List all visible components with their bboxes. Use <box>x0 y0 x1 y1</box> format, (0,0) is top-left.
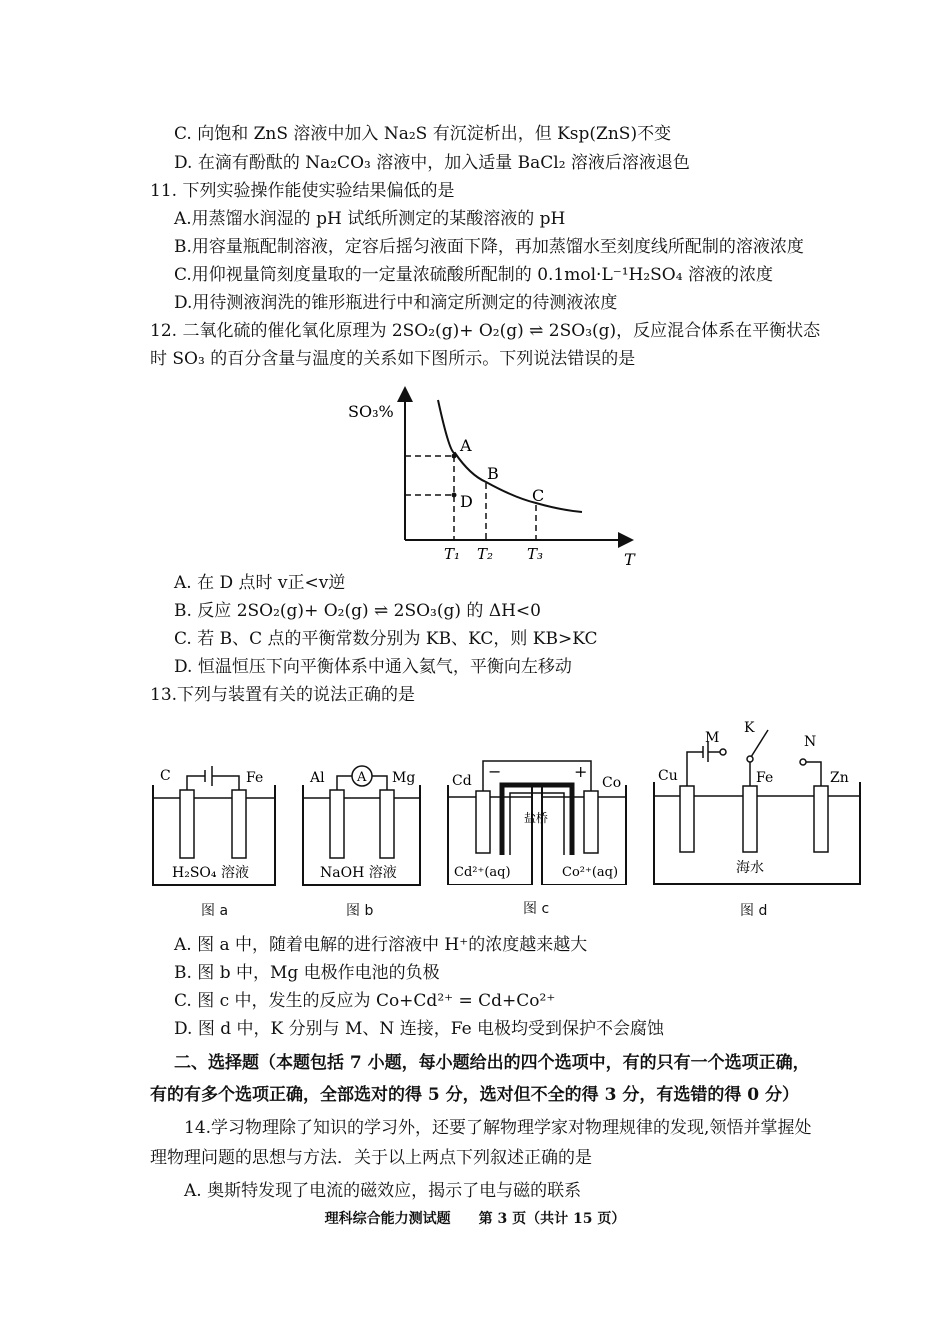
fig-c-caption: 图 c <box>523 901 550 917</box>
x-axis-label: T <box>624 550 635 569</box>
figure-a-electrolysis <box>150 760 280 890</box>
fig-a-solution: H₂SO₄ 溶液 <box>172 865 249 881</box>
fig-d-k-switch: K <box>744 720 755 736</box>
q11-option-c: C.用仰视量筒刻度量取的一定量浓硫酸所配制的 0.1mol·L⁻¹H₂SO₄ 溶液的浓度 <box>174 265 773 285</box>
point-a <box>452 454 457 459</box>
tick-t3: T₃ <box>527 545 544 563</box>
figure-b-galvanic-cell <box>300 760 430 890</box>
tick-t1: T₁ <box>444 545 461 563</box>
fig-d-zn-electrode: Zn <box>830 770 849 786</box>
point-d <box>452 493 457 498</box>
so3-temperature-graph <box>340 385 640 575</box>
figure-c-salt-bridge-cell <box>440 755 630 885</box>
fig-d-m-terminal: M <box>705 730 720 746</box>
fig-d-n-terminal: N <box>804 734 817 750</box>
fig-c-right-electrode: Co <box>602 775 622 791</box>
q13-option-a: A. 图 a 中，随着电解的进行溶液中 H⁺的浓度越来越大 <box>174 935 588 955</box>
q12-option-d: D. 恒温恒压下向平衡体系中通入氦气，平衡向左移动 <box>174 657 572 677</box>
fig-b-meter: A <box>357 770 367 785</box>
fig-b-solution: NaOH 溶液 <box>320 865 397 881</box>
fig-c-plus: + <box>574 762 588 781</box>
fig-c-right-solution: Co²⁺(aq) <box>562 865 619 880</box>
section-two-heading-line1: 二、选择题（本题包括 7 小题，每小题给出的四个选项中，有的只有一个选项正确， <box>174 1053 810 1073</box>
label-d: D <box>460 492 473 511</box>
section-two-heading-line2: 有的有多个选项正确，全部选对的得 5 分，选对但不全的得 3 分，有选错的得 0 分） <box>150 1085 799 1105</box>
y-axis-label: SO₃% <box>348 402 394 421</box>
fig-a-caption: 图 a <box>201 903 229 919</box>
fig-d-fe-electrode: Fe <box>756 770 774 786</box>
tick-t2: T₂ <box>477 545 494 563</box>
fig-b-left-electrode: Al <box>310 770 325 786</box>
q10-option-c: C. 向饱和 ZnS 溶液中加入 Na₂S 有沉淀析出，但 Ksp(ZnS)不变 <box>174 124 672 144</box>
fig-d-cu-electrode: Cu <box>658 768 678 784</box>
fig-a-right-electrode: Fe <box>246 770 264 786</box>
fig-d-caption: 图 d <box>740 903 768 919</box>
fig-c-left-solution: Cd²⁺(aq) <box>454 865 511 880</box>
q11-option-d: D.用待测液润洗的锥形瓶进行中和滴定所测定的待测液浓度 <box>174 293 618 313</box>
fig-c-salt-bridge: 盐桥 <box>524 811 549 825</box>
fig-d-solution: 海水 <box>736 860 764 876</box>
q12-stem-line2: 时 SO₃ 的百分含量与温度的关系如下图所示。下列说法错误的是 <box>150 349 636 369</box>
fig-c-left-electrode: Cd <box>452 773 472 789</box>
figure-d-seawater-corrosion <box>650 712 865 887</box>
q12-option-b: B. 反应 2SO₂(g)+ O₂(g) ⇌ 2SO₃(g) 的 ΔH<0 <box>174 601 541 621</box>
label-b: B <box>487 464 499 483</box>
label-c: C <box>532 486 545 505</box>
fig-a-left-electrode: C <box>160 768 171 784</box>
q13-stem: 13.下列与装置有关的说法正确的是 <box>150 685 416 705</box>
fig-b-right-electrode: Mg <box>392 770 416 786</box>
q12-option-c: C. 若 B、C 点的平衡常数分别为 KB、KC，则 KB>KC <box>174 629 598 649</box>
q12-stem-line1: 12. 二氧化硫的催化氧化原理为 2SO₂(g)+ O₂(g) ⇌ 2SO₃(g)，反应混合体系在平衡状态 <box>150 321 821 341</box>
page-footer: 理科综合能力测试题 第 3 页（共计 15 页） <box>324 1211 626 1227</box>
q10-option-d: D. 在滴有酚酞的 Na₂CO₃ 溶液中，加入适量 BaCl₂ 溶液后溶液退色 <box>174 153 690 173</box>
q14-option-a: A. 奥斯特发现了电流的磁效应，揭示了电与磁的联系 <box>184 1181 582 1201</box>
q11-option-b: B.用容量瓶配制溶液，定容后摇匀液面下降，再加蒸馏水至刻度线所配制的溶液浓度 <box>174 237 804 257</box>
fig-b-caption: 图 b <box>346 903 374 919</box>
q13-option-c: C. 图 c 中，发生的反应为 Co+Cd²⁺ = Cd+Co²⁺ <box>174 991 556 1011</box>
q14-stem-line2: 理物理问题的思想与方法．关于以上两点下列叙述正确的是 <box>150 1148 592 1168</box>
q11-option-a: A.用蒸馏水润湿的 pH 试纸所测定的某酸溶液的 pH <box>174 209 566 229</box>
q12-option-a: A. 在 D 点时 v正<v逆 <box>174 573 346 593</box>
label-a: A <box>460 436 472 455</box>
fig-c-minus: − <box>488 762 502 781</box>
q13-option-b: B. 图 b 中，Mg 电极作电池的负极 <box>174 963 440 983</box>
q11-stem: 11. 下列实验操作能使实验结果偏低的是 <box>150 181 455 201</box>
q13-option-d: D. 图 d 中，K 分别与 M、N 连接，Fe 电极均受到保护不会腐蚀 <box>174 1019 665 1039</box>
q14-stem-line1: 14.学习物理除了知识的学习外，还要了解物理学家对物理规律的发现,领悟并掌握处 <box>184 1118 812 1138</box>
